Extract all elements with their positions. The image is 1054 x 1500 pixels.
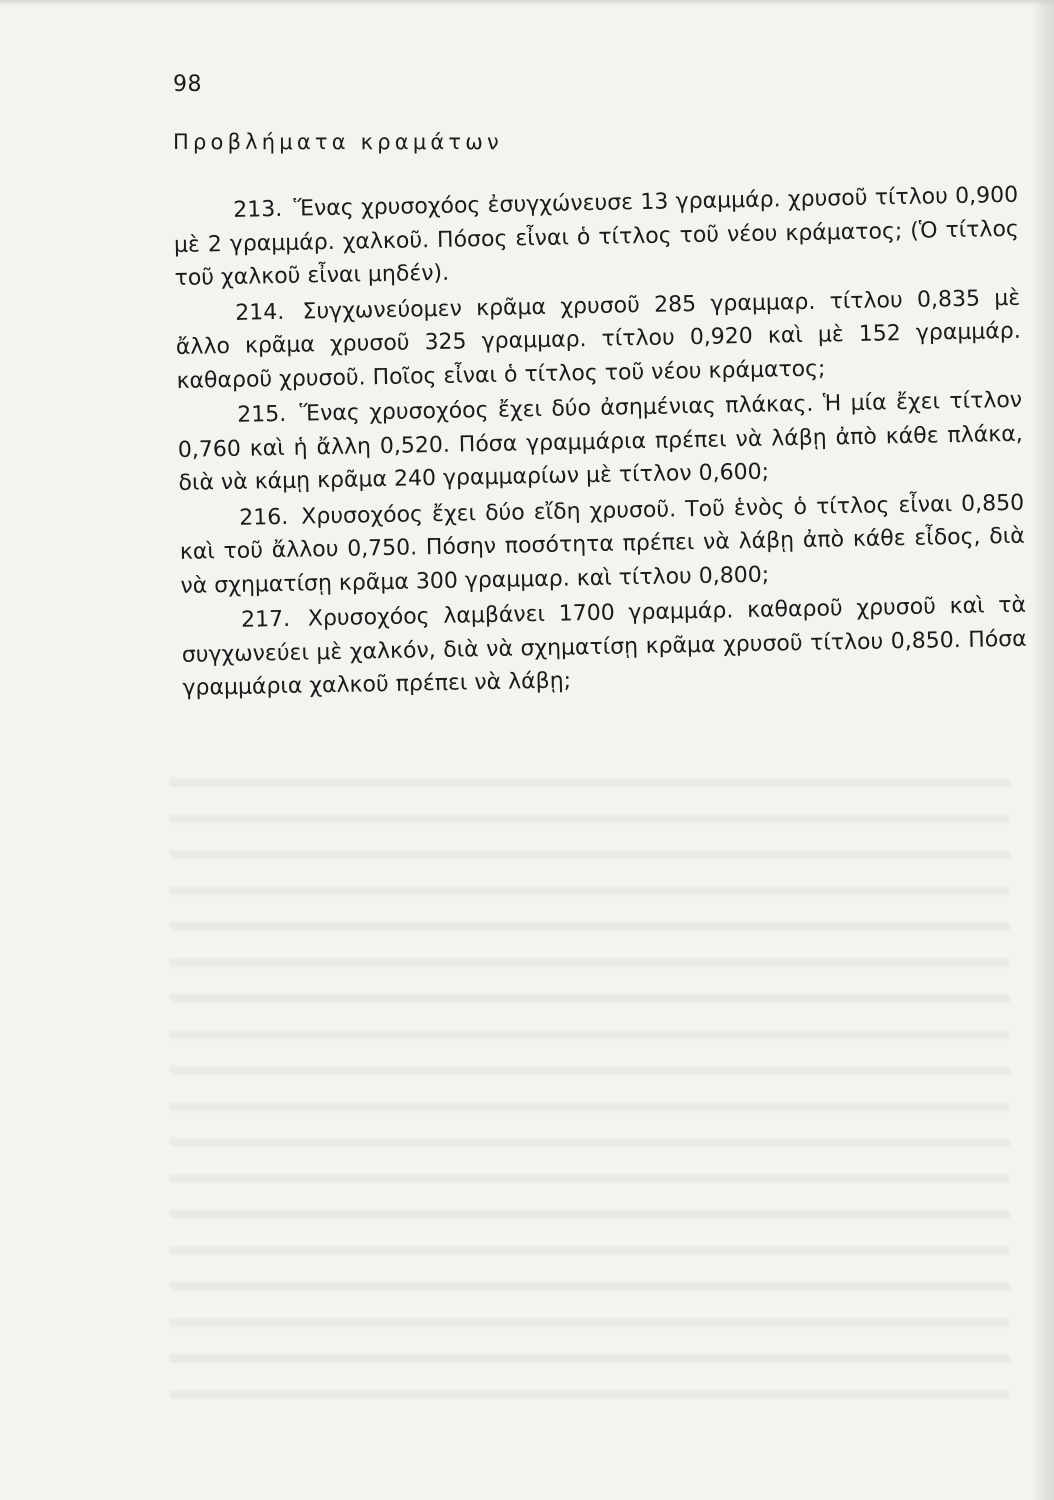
problem-text: Χρυσοχόος ἔχει δύο εἴδη χρυσοῦ. Τοῦ ἑνὸς ὁ τίτλος εἶναι 0,850 καὶ τοῦ ἄλλου 0,750. Πόσην ποσότητα πρέπει νὰ λάβῃ ἀπὸ κάθε εἶδος, διὰ νὰ σχηματίσῃ κρᾶμα 300 γραμμαρ. καὶ τίτλου 0,800; [179,490,1025,599]
problem-213 [173,179,1020,296]
page-top-edge [0,0,1054,6]
problem-text: Ἕνας χρυσοχόος ἔχει δύο ἀσημένιας πλάκας. Ἡ μία ἔχει τίτλον 0,760 καὶ ἡ ἄλλη 0,520. Πόσα γραμμάρια πρέπει νὰ λάβῃ ἀπὸ κάθε πλάκα, διὰ νὰ κάμῃ κρᾶμα 240 γραμμαρίων μὲ τίτλον 0,600; [177,387,1023,496]
problem-text: Χρυσοχόος λαμβάνει 1700 γραμμάρ. καθαροῦ χρυσοῦ καὶ τὰ συγχωνεύει μὲ χαλκόν, διὰ νὰ σχηματίσῃ κρᾶμα χρυσοῦ τίτλου 0,850. Πόσα γραμμάρια χαλκοῦ πρέπει νὰ λάβῃ; [181,592,1027,701]
problem-text: Συγχωνεύομεν κρᾶμα χρυσοῦ 285 γραμμαρ. τίτλου 0,835 μὲ ἄλλο κρᾶμα χρυσοῦ 325 γραμμαρ. τίτλου 0,920 καὶ μὲ 152 γραμμάρ. καθαροῦ χρυσοῦ. Ποῖος εἶναι ὁ τίτλος τοῦ νέου κράματος; [175,285,1022,394]
problem-number: 217. [240,606,291,633]
bleed-through-texture [170,760,1010,1400]
problem-number: 216. [238,504,289,531]
problem-text: Ἕνας χρυσοχόος ἐσυγχώνευσε 13 γραμμάρ. χρυσοῦ τίτλου 0,900 μὲ 2 γραμμάρ. χαλκοῦ. Πόσος εἶναι ὁ τίτλος τοῦ νέου κράματος; (Ὁ τίτλος τοῦ χαλκοῦ εἶναι μηδέν). [173,182,1020,291]
problem-number: 214. [235,299,285,326]
page-gutter-shadow [1032,0,1054,1500]
page-number: 98 [173,72,202,97]
problem-215 [177,384,1024,501]
problem-number: 213. [233,196,283,223]
problem-number: 215. [237,401,287,428]
problem-list [173,179,1028,708]
problem-216 [179,486,1026,603]
problem-217 [181,589,1028,706]
section-title: Προβλήματα κραμάτων [173,130,503,154]
problem-214 [175,281,1022,398]
